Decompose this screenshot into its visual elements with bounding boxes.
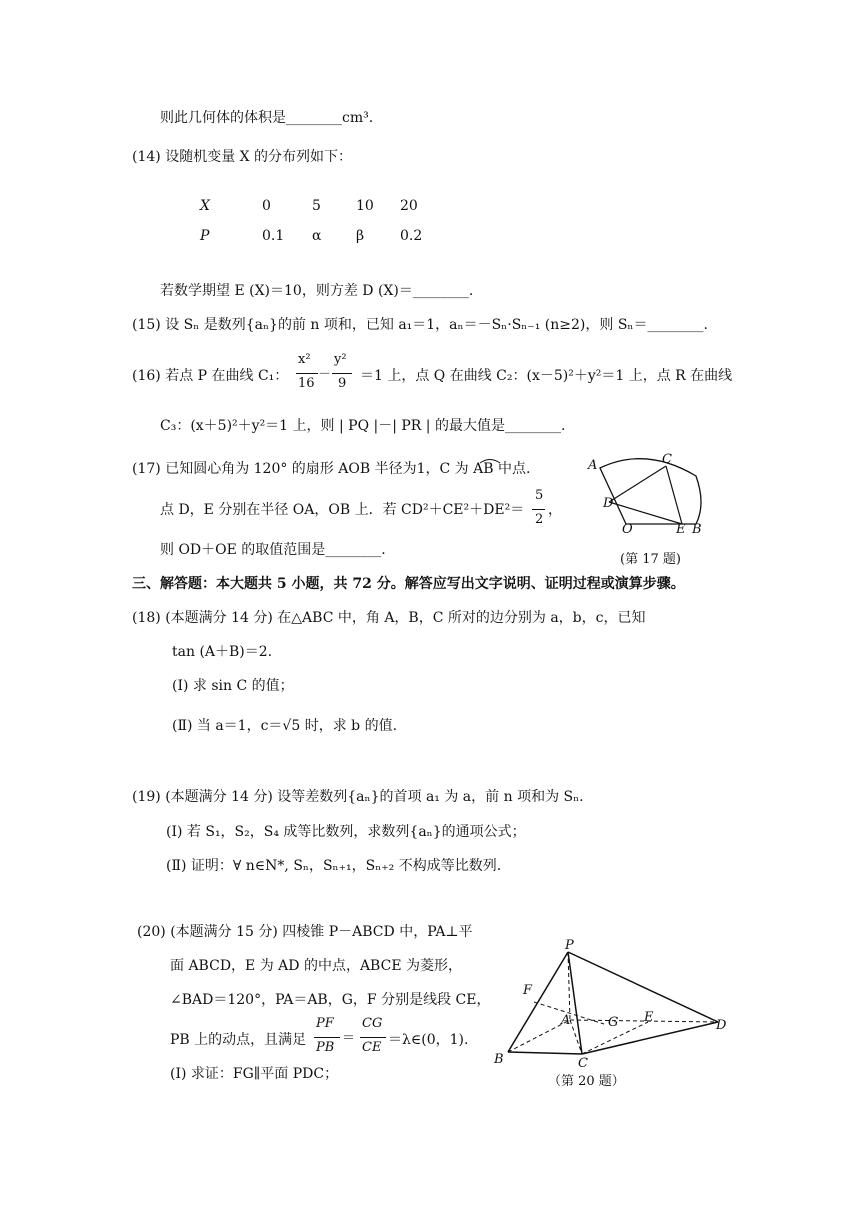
f16-den2: 9 xyxy=(338,376,347,391)
fig20-label-a: A xyxy=(561,1013,571,1028)
table-row-cell: 0.2 xyxy=(400,228,423,244)
fig17-caption: (第 17 题) xyxy=(620,552,681,567)
q19-part-1: (Ⅰ) 若 S₁，S₂，S₄ 成等比数列，求数列{aₙ}的通项公式； xyxy=(166,824,526,840)
f20-equals: ＝ xyxy=(342,1031,356,1046)
q20-ratio-fractions xyxy=(314,1016,394,1062)
f17-num: 5 xyxy=(535,488,544,503)
table-header-cell: 10 xyxy=(356,198,374,214)
q18-line-2: tan (A＋B)＝2. xyxy=(172,644,273,660)
table-header-cell: 20 xyxy=(400,198,418,214)
table-header-cell: 0 xyxy=(262,198,271,214)
q16-line-1-end: ＝1 上，点 Q 在曲线 C₂：(x－5)²＋y²＝1 上，点 R 在曲线 xyxy=(360,368,733,384)
f16-num2: y² xyxy=(334,352,347,367)
arc-ab-mark xyxy=(478,456,502,464)
q17-line-2: 点 D，E 分别在半径 OA，OB 上．若 CD²＋CE²＋DE²＝ xyxy=(160,502,525,518)
fig20-label-f: F xyxy=(523,983,533,998)
q18-part-2: (Ⅱ) 当 a＝1，c＝√5 时，求 b 的值. xyxy=(172,718,398,734)
f16-bar2 xyxy=(332,373,352,374)
q20-line-4-end: ＝λ∈(0，1). xyxy=(388,1032,469,1048)
q14-stem: (14) 设随机变量 X 的分布列如下： xyxy=(132,149,353,165)
fig20-label-e: E xyxy=(644,1010,654,1025)
table-row-cell: β xyxy=(356,228,365,244)
q14-question: 若数学期望 E (X)＝10，则方差 D (X)＝________. xyxy=(160,283,474,299)
f16-den1: 16 xyxy=(298,376,315,391)
q20-line-3: ∠BAD＝120°，PA＝AB，G，F 分别是线段 CE， xyxy=(170,992,491,1008)
q18-part-1: (Ⅰ) 求 sin C 的值； xyxy=(172,678,294,694)
fig20-label-p: P xyxy=(565,938,574,953)
q20-part-1: (Ⅰ) 求证：FG∥平面 PDC； xyxy=(170,1066,339,1082)
fig20-label-c: C xyxy=(578,1056,588,1071)
q17-line-3: 则 OD＋OE 的取值范围是________. xyxy=(160,542,386,558)
f16-bar1 xyxy=(296,373,318,374)
table-row-cell: 0.1 xyxy=(262,228,285,244)
fig17-label-e: E xyxy=(676,522,686,537)
q17-fraction xyxy=(532,488,546,532)
fig17-label-d: D xyxy=(603,496,614,511)
f16-minus: － xyxy=(318,367,332,382)
f20-num1: PF xyxy=(316,1016,334,1031)
q17-line-2-end: ， xyxy=(548,502,562,518)
q15-line: (15) 设 Sₙ 是数列{aₙ}的前 n 项和，已知 a₁＝1，aₙ＝－Sₙ·Sₙ₋₁ (n≥2)，则 Sₙ＝________. xyxy=(132,317,708,333)
f20-den1: PB xyxy=(316,1040,335,1055)
section-3-heading: 三、解答题：本大题共 5 小题，共 72 分。解答应写出文字说明、证明过程或演算步骤。 xyxy=(132,576,685,592)
q20-line-4-start: PB 上的动点，且满足 xyxy=(170,1032,307,1048)
figure-20-pyramid xyxy=(500,944,730,1060)
f20-num2: CG xyxy=(362,1016,383,1031)
q16-line-1-start: (16) 若点 P 在曲线 C₁： xyxy=(132,368,289,384)
table-header-cell: 5 xyxy=(312,198,321,214)
f17-bar xyxy=(532,509,545,510)
f20-bar2 xyxy=(360,1037,386,1038)
table-row-cell: P xyxy=(200,228,210,244)
q20-line-1: (20) (本题满分 15 分) 四棱锥 P－ABCD 中，PA⊥平 xyxy=(137,924,473,940)
fig17-label-o: O xyxy=(622,522,633,537)
f20-bar1 xyxy=(314,1037,340,1038)
q19-line-1: (19) (本题满分 14 分) 设等差数列{aₙ}的首项 a₁ 为 a，前 n 项和为 Sₙ. xyxy=(132,789,584,805)
fig20-caption: （第 20 题） xyxy=(548,1074,625,1089)
q18-line-1: (18) (本题满分 14 分) 在△ABC 中，角 A，B，C 所对的边分别为 a，b，c，已知 xyxy=(132,610,646,626)
fig17-label-b: B xyxy=(692,522,702,537)
q16-line-2: C₃：(x＋5)²＋y²＝1 上，则 | PQ |－| PR | 的最大值是________. xyxy=(160,418,566,434)
fig17-label-a: A xyxy=(588,458,598,473)
fig20-label-d: D xyxy=(716,1018,727,1033)
q20-line-2: 面 ABCD，E 为 AD 的中点，ABCE 为菱形， xyxy=(170,958,462,974)
q19-part-2: (Ⅱ) 证明：∀ n∈N*, Sₙ，Sₙ₊₁，Sₙ₊₂ 不构成等比数列. xyxy=(166,858,502,874)
f17-den: 2 xyxy=(535,512,544,527)
q13-line: 则此几何体的体积是________cm³. xyxy=(160,110,374,126)
table-header-cell: X xyxy=(200,198,210,214)
q17-line-1: (17) 已知圆心角为 120° 的扇形 AOB 半径为1，C 为 AB 中点. xyxy=(132,461,531,477)
fig17-label-c: C xyxy=(662,452,672,467)
fig20-label-g: G xyxy=(608,1015,619,1030)
table-row-cell: α xyxy=(312,228,322,244)
q16-ellipse-fraction xyxy=(296,352,368,396)
f20-den2: CE xyxy=(362,1040,382,1055)
f16-num1: x² xyxy=(298,352,311,367)
fig20-label-b: B xyxy=(494,1052,504,1067)
